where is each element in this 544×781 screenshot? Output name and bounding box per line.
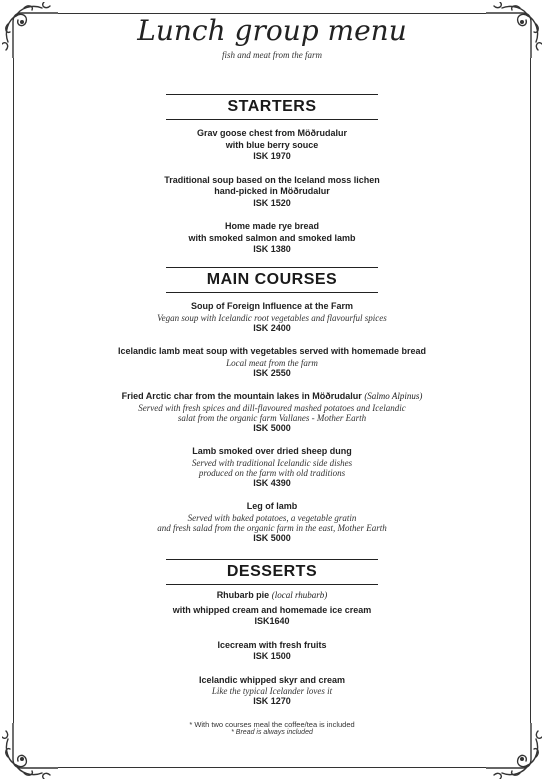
dish-name: Traditional soup based on the Iceland moss lichen [164,174,380,185]
list-item [0,128,544,163]
dish-latin-name: (Salmo Alpinus) [364,391,423,401]
dish-description: Served with traditional Icelandic side dishes [191,457,353,468]
dish-name: Lamb smoked over dried sheep dung [192,446,352,456]
dish-price: ISK 2550 [253,367,291,378]
list-item [0,175,544,210]
dish-price: ISK 2400 [253,322,291,333]
list-item [0,221,544,256]
dish-price: ISK 1970 [253,151,291,161]
dish-name [0,391,544,403]
list-item [0,301,544,334]
section-desserts [0,559,544,708]
menu-title: Lunch group menu [137,14,407,47]
dish-name: Leg of lamb [246,501,298,511]
dish-description: Like the typical Icelander loves it [211,686,333,696]
dish-name-text: Rhubarb pie [216,590,270,600]
dish-price: ISK 4390 [253,477,291,488]
dish-description: Vegan soup with Icelandic root vegetables and flavourful spices [157,312,387,323]
list-item [0,446,544,489]
dish-price: ISK 5000 [253,532,291,543]
dish-name-line2: with smoked salmon and smoked lamb [188,232,356,243]
dish-name [0,590,544,602]
list-item [0,675,544,708]
section-heading: DESSERTS [166,559,378,585]
section-heading: MAIN COURSES [166,267,378,293]
list-item [0,640,544,663]
dish-name-line2: hand-picked in Möðrudalur [214,186,330,196]
menu-subtitle: fish and meat from the farm [222,50,322,60]
section-starters [0,94,544,256]
section-heading: STARTERS [166,94,378,120]
list-item [0,391,544,434]
dish-price: ISK 5000 [253,422,291,433]
section-main-courses [0,267,544,544]
dish-description-line2: salat from the organic farm Vallanes - Mother Earth [177,412,367,423]
dish-latin-name: (local rhubarb) [271,590,328,600]
dish-name-text: Fried Arctic char from the mountain lakes in Möðrudalur [121,391,362,401]
dish-description: Local meat from the farm [226,357,318,368]
dish-price: ISK 1520 [253,197,291,208]
dish-name: Home made rye bread [224,221,320,231]
dish-description: Served with baked potatoes, a vegetable gratin [187,512,357,523]
dish-price: ISK 1500 [253,651,291,661]
dish-name: Icecream with fresh fruits [217,639,327,650]
list-item [0,501,544,544]
dish-description: Served with fresh spices and dill-flavoured mashed potatoes and Icelandic [138,402,406,413]
note-bread: * Bread is always included [231,729,313,736]
note-coffee: * With two courses meal the coffee/tea is included [189,720,355,729]
list-item [0,590,544,628]
dish-price: ISK 1270 [253,696,291,706]
dish-name: Icelandic lamb meat soup with vegetables served with homemade bread [117,346,427,356]
frame-border-bottom [58,767,486,768]
dish-description-line2: and fresh salad from the organic farm in the east, Mother Earth [157,522,387,533]
dish-name-line2: with blue berry souce [225,139,319,150]
dish-name: Grav goose chest from Möðrudalur [196,128,348,138]
dish-name: Soup of Foreign Influence at the Farm [190,301,353,311]
dish-name-line2: with whipped cream and homemade ice cream [172,604,372,615]
dish-description-line2: produced on the farm with old traditions [198,467,346,478]
dish-name: Icelandic whipped skyr and cream [198,674,346,685]
dish-price: ISK 1380 [253,244,291,254]
list-item [0,346,544,379]
dish-price: ISK1640 [254,616,290,626]
footer-notes [0,720,544,737]
